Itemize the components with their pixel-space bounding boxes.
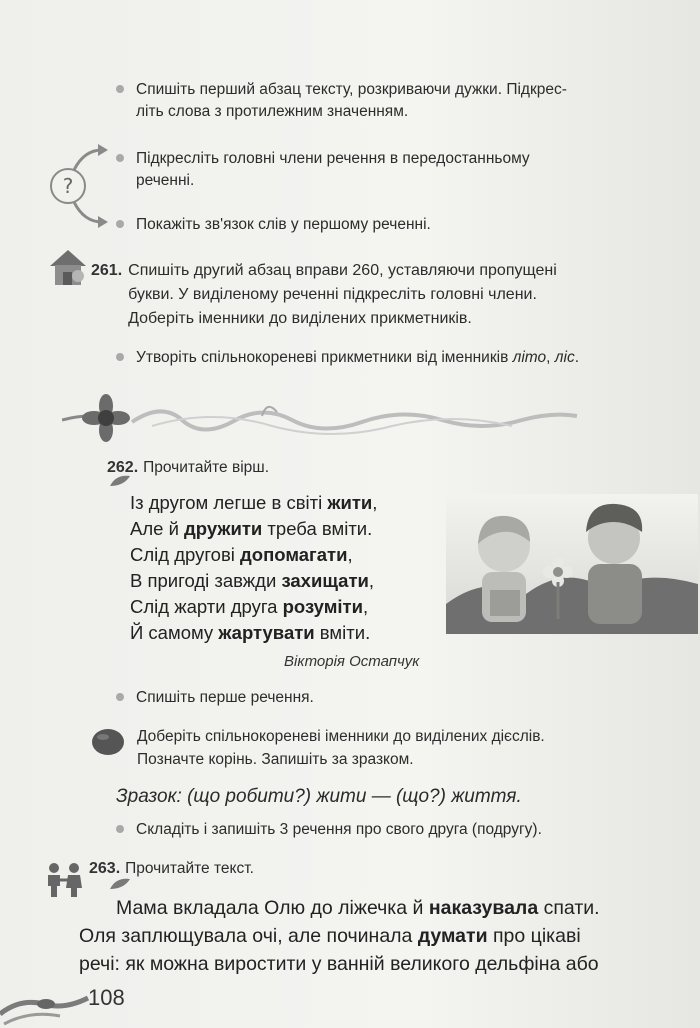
task-line: літь слова з протилежним значенням. bbox=[136, 103, 409, 120]
bullet-dot bbox=[116, 85, 124, 93]
exercise-261 bbox=[91, 259, 681, 331]
poem-line: В пригоді завжди захищати, bbox=[130, 570, 375, 591]
exercise-line: букви. У виділеному реченні підкресліть головні члени. bbox=[128, 286, 537, 303]
task-bullet bbox=[116, 819, 542, 841]
task-line: Складіть і запишіть 3 речення про свого друга (подругу). bbox=[136, 821, 542, 838]
exercise-line: Спишіть другий абзац вправи 260, уставляючи пропущені bbox=[128, 262, 557, 279]
question-cycle-icon bbox=[44, 142, 114, 230]
task-line: Утворіть спільнокореневі прикметники від іменників літо, ліс. bbox=[136, 349, 580, 366]
task-bullet bbox=[116, 79, 567, 123]
bullet-dot bbox=[116, 353, 124, 361]
exercise-263-text bbox=[79, 894, 686, 978]
text-line: Мама вкладала Олю до ліжечка й наказувала спати. bbox=[116, 897, 600, 919]
bullet-dot bbox=[116, 693, 124, 701]
text-line: речі: як можна виростити у ванній великого дельфіна або bbox=[79, 953, 599, 975]
exercise-intro: Прочитайте текст. bbox=[125, 860, 254, 877]
sample-line: Зразок: (що робити?) жити — (що?) життя. bbox=[116, 786, 522, 807]
flower-divider-icon bbox=[62, 392, 582, 448]
exercise-number: 262. bbox=[107, 459, 139, 476]
task-line: Спишіть перше речення. bbox=[136, 689, 314, 706]
page-corner-decoration bbox=[0, 984, 96, 1028]
poem-author: Вікторія Остапчук bbox=[284, 653, 420, 670]
exercise-262-header bbox=[107, 457, 269, 479]
exercise-line: Доберіть іменники до виділених прикметників. bbox=[128, 310, 472, 327]
task-bullet bbox=[116, 347, 579, 369]
exercise-number: 263. bbox=[89, 860, 121, 877]
task-line: Доберіть спільнокореневі іменники до виділених дієслів. bbox=[137, 728, 545, 745]
exercise-263-header bbox=[89, 858, 254, 880]
text-line: Оля заплющувала очі, але починала думати про цікаві bbox=[79, 925, 581, 947]
kids-illustration bbox=[446, 494, 698, 634]
poem-line: Із другом легше в світі жити, bbox=[130, 492, 378, 513]
task-bullet bbox=[116, 687, 314, 709]
stone-icon bbox=[90, 727, 126, 757]
task-line: Підкресліть головні члени речення в передостанньому bbox=[136, 150, 530, 167]
bullet-dot bbox=[116, 825, 124, 833]
poem bbox=[130, 490, 377, 646]
svg-text:?: ? bbox=[62, 174, 74, 198]
poem-line: Але й дружити треба вміти. bbox=[130, 518, 373, 539]
task-bullet bbox=[116, 214, 431, 236]
bullet-dot bbox=[116, 154, 124, 162]
page-number: 108 bbox=[88, 985, 125, 1010]
task-bullet bbox=[116, 148, 530, 192]
house-icon bbox=[48, 246, 88, 288]
task-line: Спишіть перший абзац тексту, розкриваючи дужки. Підкрес- bbox=[136, 81, 567, 98]
poem-line: Слід жарти друга розуміти, bbox=[130, 596, 369, 617]
task-line: Позначте корінь. Запишіть за зразком. bbox=[137, 751, 414, 768]
exercise-intro: Прочитайте вірш. bbox=[143, 459, 270, 476]
children-icon bbox=[42, 862, 86, 898]
poem-line: Слід другові допомагати, bbox=[130, 544, 353, 565]
poem-line: Й самому жартувати вміти. bbox=[130, 622, 371, 643]
exercise-number: 261. bbox=[91, 262, 123, 279]
task-compound bbox=[137, 725, 545, 771]
task-line: реченні. bbox=[136, 172, 195, 189]
task-line: Покажіть зв'язок слів у першому реченні. bbox=[136, 216, 431, 233]
bullet-dot bbox=[116, 220, 124, 228]
